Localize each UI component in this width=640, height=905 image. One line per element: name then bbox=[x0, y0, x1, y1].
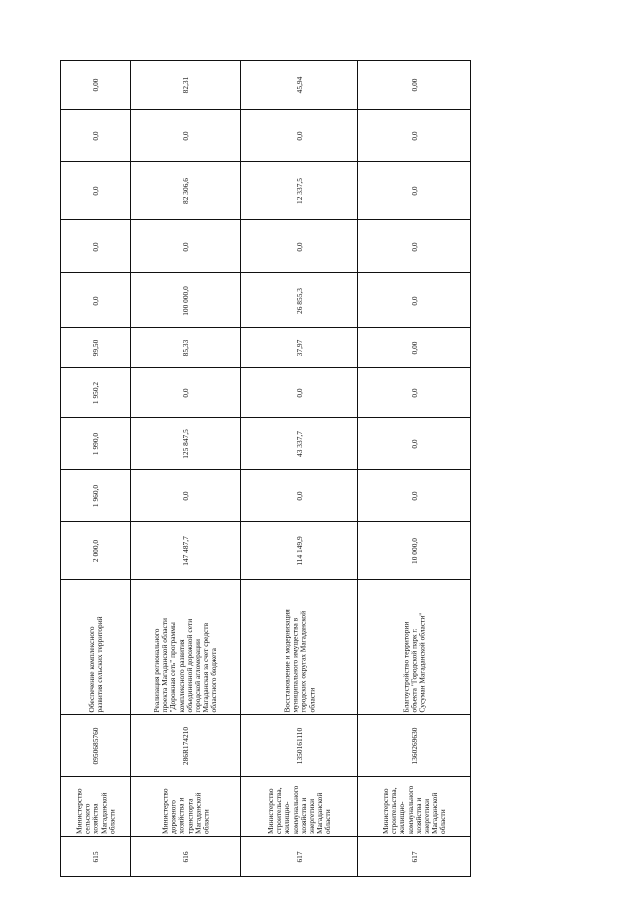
cell-value-5 bbox=[241, 327, 358, 368]
cell-value-7-text: 0,0 bbox=[90, 241, 100, 252]
cell-value-6-text: 0,0 bbox=[90, 295, 100, 306]
cell-value-3-text: 1 990,0 bbox=[90, 432, 100, 456]
cell-value-8 bbox=[358, 161, 471, 220]
cell-value-2 bbox=[61, 469, 131, 522]
cell-value-8 bbox=[61, 161, 131, 220]
cell-code bbox=[61, 714, 131, 777]
cell-value-1-text: 10 000,0 bbox=[409, 538, 419, 564]
cell-value-10-text: 45,94 bbox=[294, 76, 304, 94]
cell-value-7 bbox=[358, 219, 471, 273]
cell-value-8-text: 12 337,5 bbox=[294, 178, 304, 204]
cell-value-3 bbox=[358, 417, 471, 470]
cell-value-7-text: 0,0 bbox=[180, 241, 190, 252]
cell-value-5 bbox=[358, 327, 471, 368]
cell-department-text: Министерство строительства, жилищно- коммунального хозяйства и энергетики Магаданской области bbox=[380, 785, 448, 834]
cell-value-9 bbox=[61, 109, 131, 162]
cell-value-10-text: 0,00 bbox=[409, 78, 419, 92]
cell-value-8-text: 0,0 bbox=[90, 186, 100, 196]
cell-value-9-text: 0,0 bbox=[90, 131, 100, 141]
cell-value-2-text: 0,0 bbox=[180, 491, 190, 501]
cell-value-1 bbox=[241, 521, 358, 580]
cell-code-text: 286R174210 bbox=[180, 726, 190, 766]
cell-value-9-text: 0,0 bbox=[180, 131, 190, 141]
cell-row-no-text: 617 bbox=[409, 851, 419, 863]
cell-department bbox=[358, 776, 471, 837]
cell-row-no bbox=[358, 836, 471, 877]
cell-value-6 bbox=[241, 272, 358, 328]
cell-department bbox=[61, 776, 131, 837]
cell-value-5-text: 0,00 bbox=[409, 341, 419, 355]
cell-department bbox=[241, 776, 358, 837]
cell-value-10-text: 82,31 bbox=[180, 76, 190, 94]
cell-code-text: 1350161110 bbox=[294, 727, 304, 765]
cell-value-5 bbox=[131, 327, 241, 368]
cell-name bbox=[61, 579, 131, 715]
cell-value-1-text: 147 487,7 bbox=[180, 536, 190, 566]
cell-code-text: 0950685760 bbox=[90, 727, 100, 765]
cell-value-8 bbox=[241, 161, 358, 220]
cell-value-5-text: 85,33 bbox=[180, 339, 190, 357]
cell-value-4 bbox=[131, 367, 241, 418]
cell-value-3-text: 0,0 bbox=[409, 439, 419, 449]
cell-value-6 bbox=[358, 272, 471, 328]
cell-value-1-text: 2 000,0 bbox=[90, 539, 100, 563]
cell-value-3 bbox=[241, 417, 358, 470]
cell-value-4-text: 0,0 bbox=[180, 388, 190, 398]
cell-value-10 bbox=[61, 61, 131, 109]
cell-name-text: Благоустройство территории объекта "Городской парк г. Сусуман Магаданской области" bbox=[401, 612, 427, 712]
cell-row-no bbox=[131, 836, 241, 877]
cell-value-2-text: 0,0 bbox=[294, 491, 304, 501]
cell-value-1 bbox=[61, 521, 131, 580]
cell-row-no-text: 615 bbox=[90, 851, 100, 863]
cell-value-6-text: 100 000,0 bbox=[180, 285, 190, 316]
table-row bbox=[357, 61, 471, 876]
cell-value-4-text: 0,0 bbox=[294, 388, 304, 398]
cell-code bbox=[358, 714, 471, 777]
cell-value-2-text: 0,0 bbox=[409, 491, 419, 501]
table-row bbox=[240, 61, 358, 876]
cell-value-9 bbox=[131, 109, 241, 162]
cell-value-3-text: 125 847,5 bbox=[180, 429, 190, 459]
cell-value-4 bbox=[358, 367, 471, 418]
cell-row-no bbox=[61, 836, 131, 877]
cell-value-10 bbox=[358, 61, 471, 109]
cell-value-9 bbox=[358, 109, 471, 162]
cell-value-7 bbox=[61, 219, 131, 273]
cell-value-6 bbox=[61, 272, 131, 328]
cell-code bbox=[131, 714, 241, 777]
cell-value-9-text: 0,0 bbox=[294, 131, 304, 141]
cell-value-10 bbox=[131, 61, 241, 109]
cell-department bbox=[131, 776, 241, 837]
cell-department-text: Министерство сельского хозяйства Магаданской области bbox=[74, 788, 117, 834]
cell-department-text: Министерство строительства, жилищно- коммунального хозяйства и энергетики Магаданской области bbox=[265, 785, 333, 834]
cell-value-6-text: 0,0 bbox=[409, 295, 419, 306]
cell-value-1-text: 114 149,9 bbox=[294, 536, 304, 566]
cell-value-2 bbox=[358, 469, 471, 522]
cell-value-1 bbox=[131, 521, 241, 580]
cell-value-6 bbox=[131, 272, 241, 328]
cell-value-10-text: 0,00 bbox=[90, 78, 100, 92]
cell-value-4-text: 0,0 bbox=[409, 388, 419, 398]
cell-value-4-text: 1 950,2 bbox=[90, 381, 100, 405]
cell-name bbox=[131, 579, 241, 715]
cell-value-5-text: 37,97 bbox=[294, 339, 304, 357]
cell-value-8-text: 82 306,6 bbox=[180, 178, 190, 204]
cell-value-3 bbox=[61, 417, 131, 470]
cell-value-7-text: 0,0 bbox=[294, 241, 304, 252]
cell-value-5 bbox=[61, 327, 131, 368]
cell-value-1 bbox=[358, 521, 471, 580]
cell-value-8 bbox=[131, 161, 241, 220]
cell-value-9 bbox=[241, 109, 358, 162]
cell-value-2 bbox=[241, 469, 358, 522]
cell-department-text: Министерство дорожного хозяйства и транспорта Магаданской области bbox=[160, 788, 211, 834]
cell-name-text: Реализация регионального проекта Магаданской области "Дорожная сеть" программы комплексного развития объединенной дорожной сети городской агломерации Магаданская за счет средств областного бюджета bbox=[152, 617, 219, 712]
cell-value-4 bbox=[61, 367, 131, 418]
table-row bbox=[130, 61, 241, 876]
cell-value-4 bbox=[241, 367, 358, 418]
cell-value-8-text: 0,0 bbox=[409, 186, 419, 196]
cell-value-3 bbox=[131, 417, 241, 470]
cell-name-text: Обеспечение комплексного развития сельских территорий bbox=[86, 615, 104, 712]
cell-name-text: Восстановление и модернизация муниципального имущества в городских округах Магаданской области bbox=[282, 608, 316, 712]
cell-row-no-text: 616 bbox=[180, 851, 190, 863]
cell-value-9-text: 0,0 bbox=[409, 131, 419, 141]
cell-value-3-text: 43 337,7 bbox=[294, 431, 304, 457]
cell-code bbox=[241, 714, 358, 777]
cell-value-7 bbox=[241, 219, 358, 273]
cell-value-2-text: 1 960,0 bbox=[90, 484, 100, 508]
cell-value-6-text: 26 855,3 bbox=[294, 287, 304, 314]
cell-value-10 bbox=[241, 61, 358, 109]
cell-row-no-text: 617 bbox=[294, 851, 304, 863]
cell-name bbox=[358, 579, 471, 715]
cell-value-2 bbox=[131, 469, 241, 522]
cell-value-7-text: 0,0 bbox=[409, 241, 419, 252]
cell-value-5-text: 99,50 bbox=[90, 339, 100, 357]
cell-name bbox=[241, 579, 358, 715]
table-row bbox=[60, 61, 131, 876]
cell-code-text: 1360269630 bbox=[409, 727, 419, 765]
cell-value-7 bbox=[131, 219, 241, 273]
cell-row-no bbox=[241, 836, 358, 877]
budget-table bbox=[60, 60, 471, 877]
